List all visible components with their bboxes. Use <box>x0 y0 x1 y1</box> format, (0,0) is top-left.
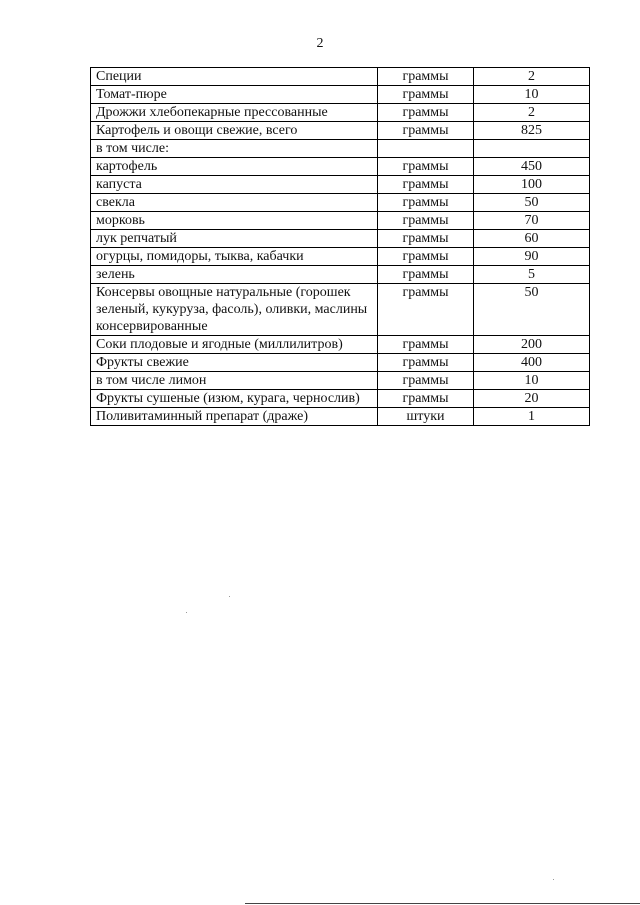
item-name-cell: Фрукты сушеные (изюм, курага, чернослив) <box>91 390 378 408</box>
table-row <box>91 354 590 372</box>
table-row <box>91 230 590 248</box>
table-row <box>91 122 590 140</box>
food-norms-table <box>90 67 590 426</box>
quantity-cell: 20 <box>474 390 590 408</box>
table-row <box>91 372 590 390</box>
unit-cell: граммы <box>378 266 474 284</box>
item-name-cell: зелень <box>91 266 378 284</box>
unit-cell: граммы <box>378 104 474 122</box>
unit-cell: граммы <box>378 122 474 140</box>
item-name-cell: свекла <box>91 194 378 212</box>
quantity-cell: 10 <box>474 372 590 390</box>
item-name-cell: капуста <box>91 176 378 194</box>
scan-speck <box>229 596 230 597</box>
item-name-cell: Поливитаминный препарат (драже) <box>91 408 378 426</box>
quantity-cell: 70 <box>474 212 590 230</box>
unit-cell: граммы <box>378 284 474 336</box>
unit-cell: граммы <box>378 86 474 104</box>
quantity-cell: 450 <box>474 158 590 176</box>
quantity-cell: 50 <box>474 284 590 336</box>
table-row <box>91 212 590 230</box>
table-row <box>91 408 590 426</box>
item-name-cell: морковь <box>91 212 378 230</box>
unit-cell: граммы <box>378 176 474 194</box>
unit-cell: граммы <box>378 354 474 372</box>
quantity-cell: 400 <box>474 354 590 372</box>
item-name-cell: картофель <box>91 158 378 176</box>
item-name-cell: Томат-пюре <box>91 86 378 104</box>
scan-speck <box>186 612 187 613</box>
unit-cell: граммы <box>378 194 474 212</box>
table-row <box>91 390 590 408</box>
item-name-cell: в том числе: <box>91 140 378 158</box>
unit-cell: граммы <box>378 336 474 354</box>
table-row <box>91 176 590 194</box>
unit-cell: штуки <box>378 408 474 426</box>
item-name-cell: Дрожжи хлебопекарные прессованные <box>91 104 378 122</box>
scan-speck <box>553 879 554 880</box>
table-row <box>91 104 590 122</box>
quantity-cell: 90 <box>474 248 590 266</box>
quantity-cell: 825 <box>474 122 590 140</box>
quantity-cell: 2 <box>474 68 590 86</box>
item-name-cell: Картофель и овощи свежие, всего <box>91 122 378 140</box>
item-name-cell: в том числе лимон <box>91 372 378 390</box>
table-row <box>91 248 590 266</box>
item-name-cell: Специи <box>91 68 378 86</box>
unit-cell: граммы <box>378 68 474 86</box>
unit-cell: граммы <box>378 372 474 390</box>
quantity-cell: 100 <box>474 176 590 194</box>
quantity-cell: 50 <box>474 194 590 212</box>
table-row <box>91 194 590 212</box>
table-row <box>91 336 590 354</box>
item-name-cell: Консервы овощные натуральные (горошек зеленый, кукуруза, фасоль), оливки, маслины консервированные <box>91 284 378 336</box>
unit-cell: граммы <box>378 248 474 266</box>
quantity-cell: 1 <box>474 408 590 426</box>
unit-cell: граммы <box>378 390 474 408</box>
item-name-cell: Соки плодовые и ягодные (миллилитров) <box>91 336 378 354</box>
table-row <box>91 68 590 86</box>
item-name-cell: лук репчатый <box>91 230 378 248</box>
quantity-cell: 10 <box>474 86 590 104</box>
quantity-cell <box>474 140 590 158</box>
table-row <box>91 140 590 158</box>
table-row <box>91 86 590 104</box>
unit-cell: граммы <box>378 158 474 176</box>
table-row <box>91 158 590 176</box>
unit-cell: граммы <box>378 212 474 230</box>
quantity-cell: 60 <box>474 230 590 248</box>
item-name-cell: Фрукты свежие <box>91 354 378 372</box>
scan-edge-line <box>245 903 640 904</box>
item-name-cell: огурцы, помидоры, тыква, кабачки <box>91 248 378 266</box>
quantity-cell: 5 <box>474 266 590 284</box>
table-row <box>91 266 590 284</box>
quantity-cell: 2 <box>474 104 590 122</box>
quantity-cell: 200 <box>474 336 590 354</box>
unit-cell <box>378 140 474 158</box>
page-number: 2 <box>316 36 324 51</box>
unit-cell: граммы <box>378 230 474 248</box>
table-row <box>91 284 590 336</box>
